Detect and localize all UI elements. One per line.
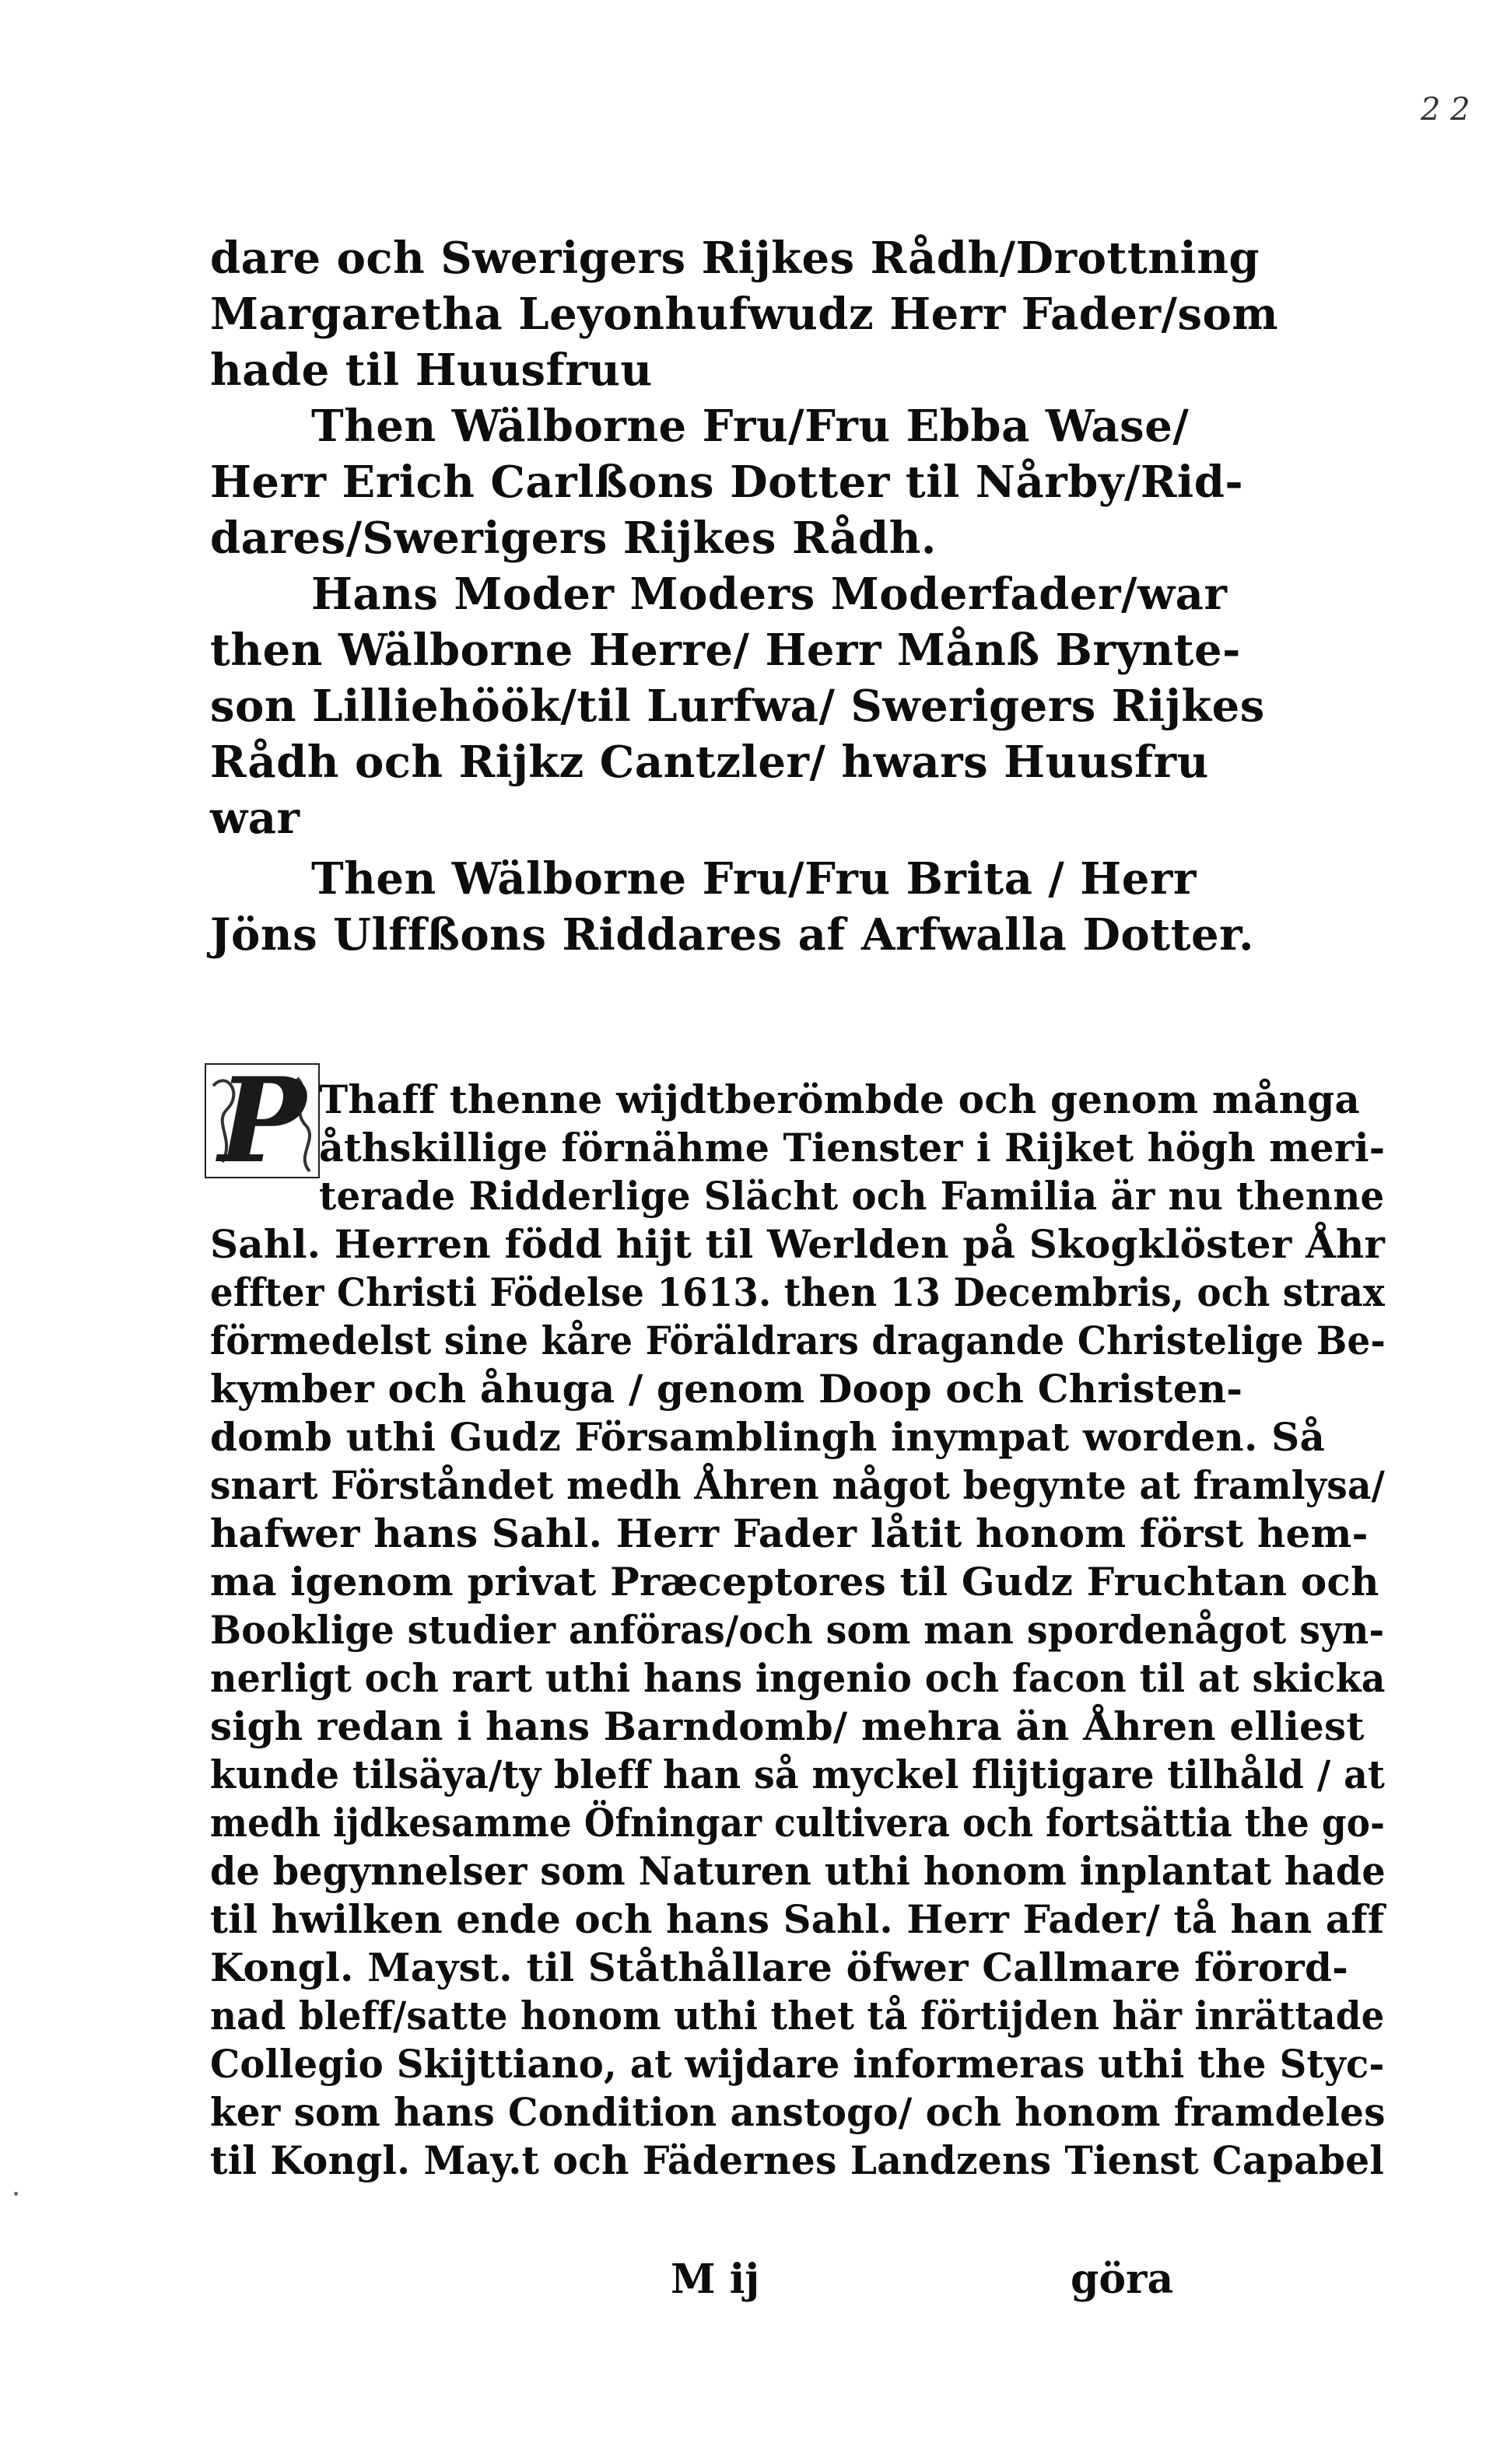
text-line: war [210, 793, 300, 844]
text-line: Rådh och Rijkz Cantzler/ hwars Huusfru [210, 737, 1209, 788]
text-line: hafwer hans Sahl. Herr Fader låtit honom först hem- [210, 1510, 1369, 1556]
text-line: Then Wälborne Fru/Fru Brita / Herr [311, 853, 1197, 905]
text-line: de begynnelser som Naturen uthi honom inplantat hade [210, 1848, 1386, 1894]
text-line: Thaff thenne wijdtberömbde och genom många [319, 1076, 1361, 1122]
text-line: Herr Erich Carlßons Dotter til Nårby/Rid- [210, 457, 1244, 508]
text-line: til Kongl. May.t och Fädernes Landzens Tienst Capabel [210, 2137, 1385, 2183]
signature-mark: M ij [671, 2256, 760, 2303]
catchword: göra [1071, 2256, 1174, 2303]
text-line: åthskillige förnähme Tienster i Rijket högh meri- [319, 1125, 1386, 1171]
text-line: Kongl. Mayst. til Ståthållare öfwer Callmare förord- [210, 1944, 1349, 1990]
drop-cap-letter: P [218, 1052, 307, 1189]
text-line: son Lilliehöök/til Lurfwa/ Swerigers Rijkes [210, 681, 1265, 732]
text-line: dares/Swerigers Rijkes Rådh. [210, 513, 937, 564]
margin-speck [14, 2192, 18, 2196]
text-line: nad bleff/satte honom uthi thet tå förtijden här inrättade [210, 1993, 1385, 2039]
text-line: hade til Huusfruu [210, 345, 653, 396]
text-line: til hwilken ende och hans Sahl. Herr Fader/ tå han aff [210, 1896, 1385, 1942]
text-line: terade Ridderlige Slächt och Familia är nu thenne [319, 1173, 1385, 1219]
text-line: Sahl. Herren född hijt til Werlden på Skogklöster Åhr [210, 1221, 1386, 1267]
text-line: Collegio Skijttiano, at wijdare informeras uthi the Styc- [210, 2041, 1385, 2087]
text-line: kymber och åhuga / genom Doop och Christen- [210, 1366, 1243, 1412]
text-line: Jöns Ulffßons Riddares af Arfwalla Dotter. [210, 909, 1254, 961]
text-line: Booklige studier anföras/och som man spordenågot syn- [210, 1607, 1385, 1653]
text-line: medh ijdkesamme Öfningar cultivera och fortsättia the go- [210, 1800, 1386, 1846]
text-line: domb uthi Gudz Församblingh inympat worden. Så [210, 1414, 1326, 1460]
page-number: 2 2 [1421, 92, 1470, 128]
text-line: Margaretha Leyonhufwudz Herr Fader/som [210, 289, 1279, 340]
text-line: ker som hans Condition anstogo/ och honom framdeles [210, 2089, 1386, 2135]
text-line: effter Christi Födelse 1613. then 13 Decembris, och strax [210, 1269, 1386, 1315]
text-line: förmedelst sine kåre Föräldrars dragande Christelige Be- [210, 1318, 1386, 1363]
text-line: Hans Moder Moders Moderfader/war [311, 569, 1228, 620]
text-line: then Wälborne Herre/ Herr Månß Brynte- [210, 625, 1241, 676]
text-line: sigh redan i hans Barndomb/ mehra än Åhren elliest [210, 1703, 1365, 1749]
text-line: snart Förståndet medh Åhren något begynte at framlysa/ [210, 1462, 1386, 1508]
drop-cap-initial [204, 1052, 321, 1189]
text-line: nerligt och rart uthi hans ingenio och facon til at skicka [210, 1655, 1386, 1701]
text-line: ma igenom privat Præceptores til Gudz Fruchtan och [210, 1559, 1379, 1605]
text-line: kunde tilsäya/ty bleff han så myckel flijtigare tilhåld / at [210, 1752, 1386, 1797]
text-line: Then Wälborne Fru/Fru Ebba Wase/ [311, 401, 1190, 452]
text-line: dare och Swerigers Rijkes Rådh/Drottning [210, 233, 1260, 284]
